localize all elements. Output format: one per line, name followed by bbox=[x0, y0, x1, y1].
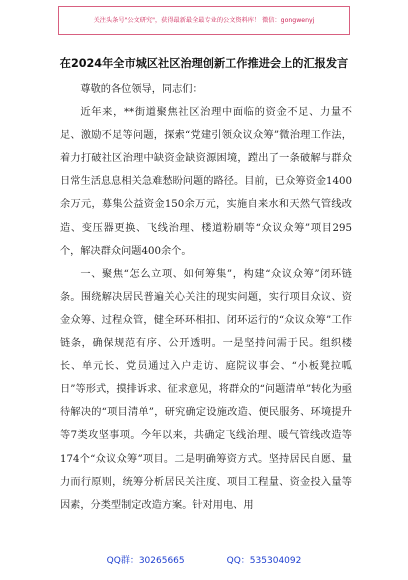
footer-qq: QQ：535304092 bbox=[226, 556, 302, 566]
salutation: 尊敬的各位领导，同志们： bbox=[80, 84, 203, 95]
header-banner: 关注头条号"公文研究"，获得最新最全最专业的公文资料库！ 微信：gongwenyj bbox=[58, 6, 350, 35]
footer-qq-group: QQ群：30265665 bbox=[106, 556, 185, 566]
paragraph-2: 一、聚焦“怎么立项、如何筹集”，构建“众议众筹”闭环链条。围绕解决居民普遍关心关注的现实问题，实行项目众议、资金众筹、过程众管，健全环环相扣、闭环运行的“众议众筹”工作链条，确保规范有序、公开透明。一是坚持问需于民。组织楼长、单元长、党员通过入户走访、庭院议事会、“小板凳拉呱日”等形式，摸排诉求、征求意见，将群众的“问题清单”转化为亟待解决的“项目清单”，研究确定设施改造、便民服务、环境提升等7类攻坚事项。今年以来，共确定飞线治理、暖气管线改造等174个“众议众筹”项目。二是明确筹资方式。坚持居民自愿、量力而行原则，统筹分析居民关注度、项目工程量、资金投入量等因素，分类型制定改造方案。针对用电、用 bbox=[60, 268, 352, 511]
footer-contact bbox=[0, 553, 408, 566]
paragraph-1: 近年来，**街道聚焦社区治理中面临的资金不足、力量不足、激励不足等问题，探索“党建引领众议众筹”微治理工作法，着力打破社区治理中缺资金缺资源困境，蹚出了一条破解与群众日常生活息息相关急难愁盼问题的路径。目前，已众筹资金1400余万元，募集公益资金150余万元，实施自来水和天然气管线改造、变压器更换、飞线治理、楼道粉刷等“众议众筹”项目295个，解决群众问题400余个。 bbox=[60, 107, 352, 257]
document-body bbox=[60, 78, 352, 517]
document-title: 在2024年全市城区社区治理创新工作推进会上的汇报发言 bbox=[59, 57, 349, 70]
